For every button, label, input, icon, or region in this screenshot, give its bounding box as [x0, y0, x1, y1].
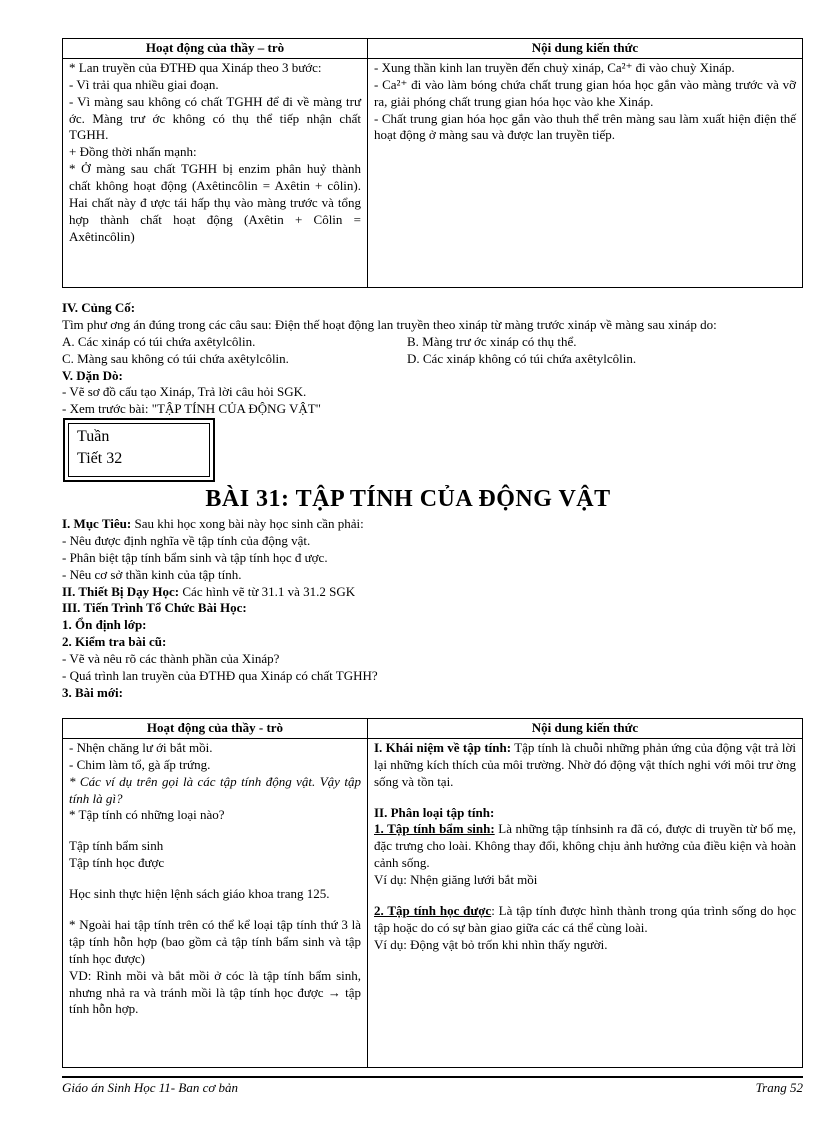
thiet-bi-line — [62, 584, 807, 601]
lesson-title: BÀI 31: TẬP TÍNH CỦA ĐỘNG VẬT — [205, 486, 611, 512]
option-b: B. Màng trư ớc xináp có thụ thể. — [407, 333, 577, 349]
table2-left-line: * Tập tính có những loại nào? — [69, 807, 225, 823]
innate-text: Là những tập tínhsinh ra đã có, được di truyền từ bố mẹ, đặc trưng cho loài. Không thay đổi, không chịu ảnh hưởng của điều kiện và hoàn cảnh sống. — [374, 821, 796, 871]
learned-text: : Là tập tính được hình thành trong qúa trình sống do học tập hoặc do có sự bàn giao giữa các cá thể cùng loài. — [374, 903, 796, 935]
innate-paragraph — [374, 821, 796, 872]
concept-paragraph — [374, 740, 796, 791]
lesson-label: Tiết 32 — [77, 449, 123, 467]
learned-paragraph — [374, 903, 796, 937]
table2-left-line: - Chim làm tổ, gà ấp trứng. — [69, 756, 211, 772]
kiem-tra-item: - Vẽ và nêu rõ các thành phần của Xináp? — [62, 651, 280, 667]
muc-tieu-intro: Sau khi học xong bài này học sinh cần phải: — [131, 516, 364, 531]
table1-left-line: - Vì màng sau không có chất TGHH để đi về màng trư ớc. Màng trư ớc không có thụ thể tiếp nhận chất TGHH. — [69, 93, 361, 143]
muc-tieu-line — [62, 516, 807, 533]
table2-left-question: * Các ví dụ trên gọi là các tập tính động vật. Vậy tập tính là gì? — [69, 773, 361, 806]
table1-left-cell — [63, 58, 368, 287]
cungco-section — [62, 300, 807, 418]
table1-header-right: Nội dung kiến thức — [368, 39, 803, 59]
concept-text: Tập tính là chuỗi những phản ứng của động vật trả lời lại những kích thích của môi trường. Nhờ đó động vật thích nghi với môi trư ờng sống và tồn tại. — [374, 739, 796, 789]
activity-table-1 — [62, 38, 803, 288]
kiem-tra-heading: 2. Kiểm tra bài cũ: — [62, 634, 167, 650]
table1-right-line: - Chất trung gian hóa học gắn vào thuh thể trên màng sau làm xuất hiện điện thế hoạt động ở màng sau và được lan truyền tiếp. — [374, 110, 796, 143]
danho-line-2: - Xem trước bài: "TẬP TÍNH CỦA ĐỘNG VẬT" — [62, 401, 321, 417]
learned-example: Ví dụ: Động vật bỏ trốn khi nhìn thấy người. — [374, 936, 608, 952]
table2-left-line: Tập tính bẩm sinh — [69, 838, 164, 854]
table1-header-left: Hoạt động của thầy – trò — [63, 39, 368, 59]
muc-tieu-heading: I. Mục Tiêu: — [62, 516, 132, 531]
lesson-intro-section — [62, 516, 807, 702]
table2-left-line: Tập tính học được — [69, 855, 165, 871]
muc-tieu-item: - Nêu được định nghĩa về tập tính của động vật. — [62, 532, 311, 548]
innate-example: Ví dụ: Nhện giăng lưới bắt mồi — [374, 872, 538, 888]
option-d: D. Các xináp không có túi chứa axêtylcôlin. — [407, 350, 637, 366]
table1-left-line: + Đồng thời nhấn mạnh: — [69, 144, 197, 160]
bai-moi-heading: 3. Bài mới: — [62, 684, 124, 700]
cungco-heading: IV. Củng Cố: — [62, 300, 136, 315]
table1-right-line: - Xung thần kinh lan truyền đến chuỳ xináp, Ca²⁺ đi vào chuỳ Xináp. — [374, 59, 735, 75]
danho-heading: V. Dặn Dò: — [62, 367, 123, 383]
table2-left-cell — [63, 738, 368, 1067]
danho-line-1: - Vẽ sơ đồ cấu tạo Xináp, Trả lời câu hỏi SGK. — [62, 384, 307, 400]
option-a: A. Các xináp có túi chứa axêtylcôlin. — [62, 333, 256, 349]
table2-left-line: - Nhện chăng lư ới bắt mồi. — [69, 739, 213, 755]
thiet-bi-heading: II. Thiết Bị Dạy Học: — [62, 583, 180, 599]
tien-trinh-heading: III. Tiến Trình Tổ Chức Bài Học: — [62, 600, 247, 616]
footer-page-number: Trang 52 — [755, 1080, 803, 1095]
classification-heading: II. Phân loại tập tính: — [374, 804, 495, 820]
table2-header-left: Hoạt động của thầy - trò — [63, 719, 368, 739]
table2-right-cell — [368, 738, 803, 1067]
footer-title: Giáo án Sinh Học 11- Ban cơ bản — [62, 1080, 239, 1095]
learned-heading: 2. Tập tính học được — [374, 903, 492, 919]
week-lesson-box — [63, 418, 215, 482]
table1-right-cell — [368, 58, 803, 287]
option-c: C. Màng sau không có túi chứa axêtylcôlin. — [62, 350, 289, 366]
table1-right-line: - Ca²⁺ đi vào làm bóng chứa chất trung gian hóa học gắn vào màng trước và vỡ ra, giải phóng chất trung gian hóa học vào khe Xináp. — [374, 76, 796, 109]
table2-left-line: Học sinh thực hiện lệnh sách giáo khoa trang 125. — [69, 886, 330, 902]
page-footer — [62, 1076, 803, 1097]
concept-heading: I. Khái niệm về tập tính: — [374, 739, 512, 755]
table1-left-line: * Lan truyền của ĐTHĐ qua Xináp theo 3 bước: — [69, 59, 322, 75]
table1-left-line: - Vì trải qua nhiều giai đoạn. — [69, 76, 219, 92]
table1-left-line: * Ở màng sau chất TGHH bị enzim phân huỷ thành chất không hoạt động (Axêtincôlin = Axêtin + côlin). Hai chất này đ ược tái hấp thụ vào màng trước và tổng hợp thành chất hoạt động (Axêtin + Côlin = Axêtincôlin) — [69, 161, 361, 244]
table2-left-line: VD: Rình mồi và bắt mồi ở cóc là tập tính bẩm sinh, nhưng nhả ra và tránh mồi là tập tính học được → tập tính hỗn hợp. — [69, 967, 361, 1017]
innate-heading: 1. Tập tính bẩm sinh: — [374, 821, 495, 837]
kiem-tra-item: - Quá trình lan truyền của ĐTHĐ qua Xináp có chất TGHH? — [62, 668, 378, 684]
cungco-question: Tìm phư ơng án đúng trong các câu sau: Điện thế hoạt động lan truyền theo xináp từ màng trước xináp về màng sau xináp do: — [62, 316, 717, 332]
cungco-options-row-1 — [62, 334, 807, 351]
muc-tieu-item: - Nêu cơ sở thần kinh của tập tính. — [62, 566, 242, 582]
table2-left-line: * Ngoài hai tập tính trên có thể kể loại tập tính thứ 3 là tập tính hỗn hợp (bao gồm cả tập tính bẩm sinh và tập tính học được) — [69, 917, 361, 966]
on-dinh-heading: 1. Ổn định lớp: — [62, 617, 147, 633]
thiet-bi-text: Các hình vẽ từ 31.1 và 31.2 SGK — [179, 583, 356, 599]
table2-header-right: Nội dung kiến thức — [368, 719, 803, 739]
activity-table-2 — [62, 718, 803, 1068]
cungco-options-row-2 — [62, 351, 807, 368]
muc-tieu-item: - Phân biệt tập tính bẩm sinh và tập tính học đ ược. — [62, 549, 328, 565]
week-label: Tuần — [77, 428, 110, 445]
